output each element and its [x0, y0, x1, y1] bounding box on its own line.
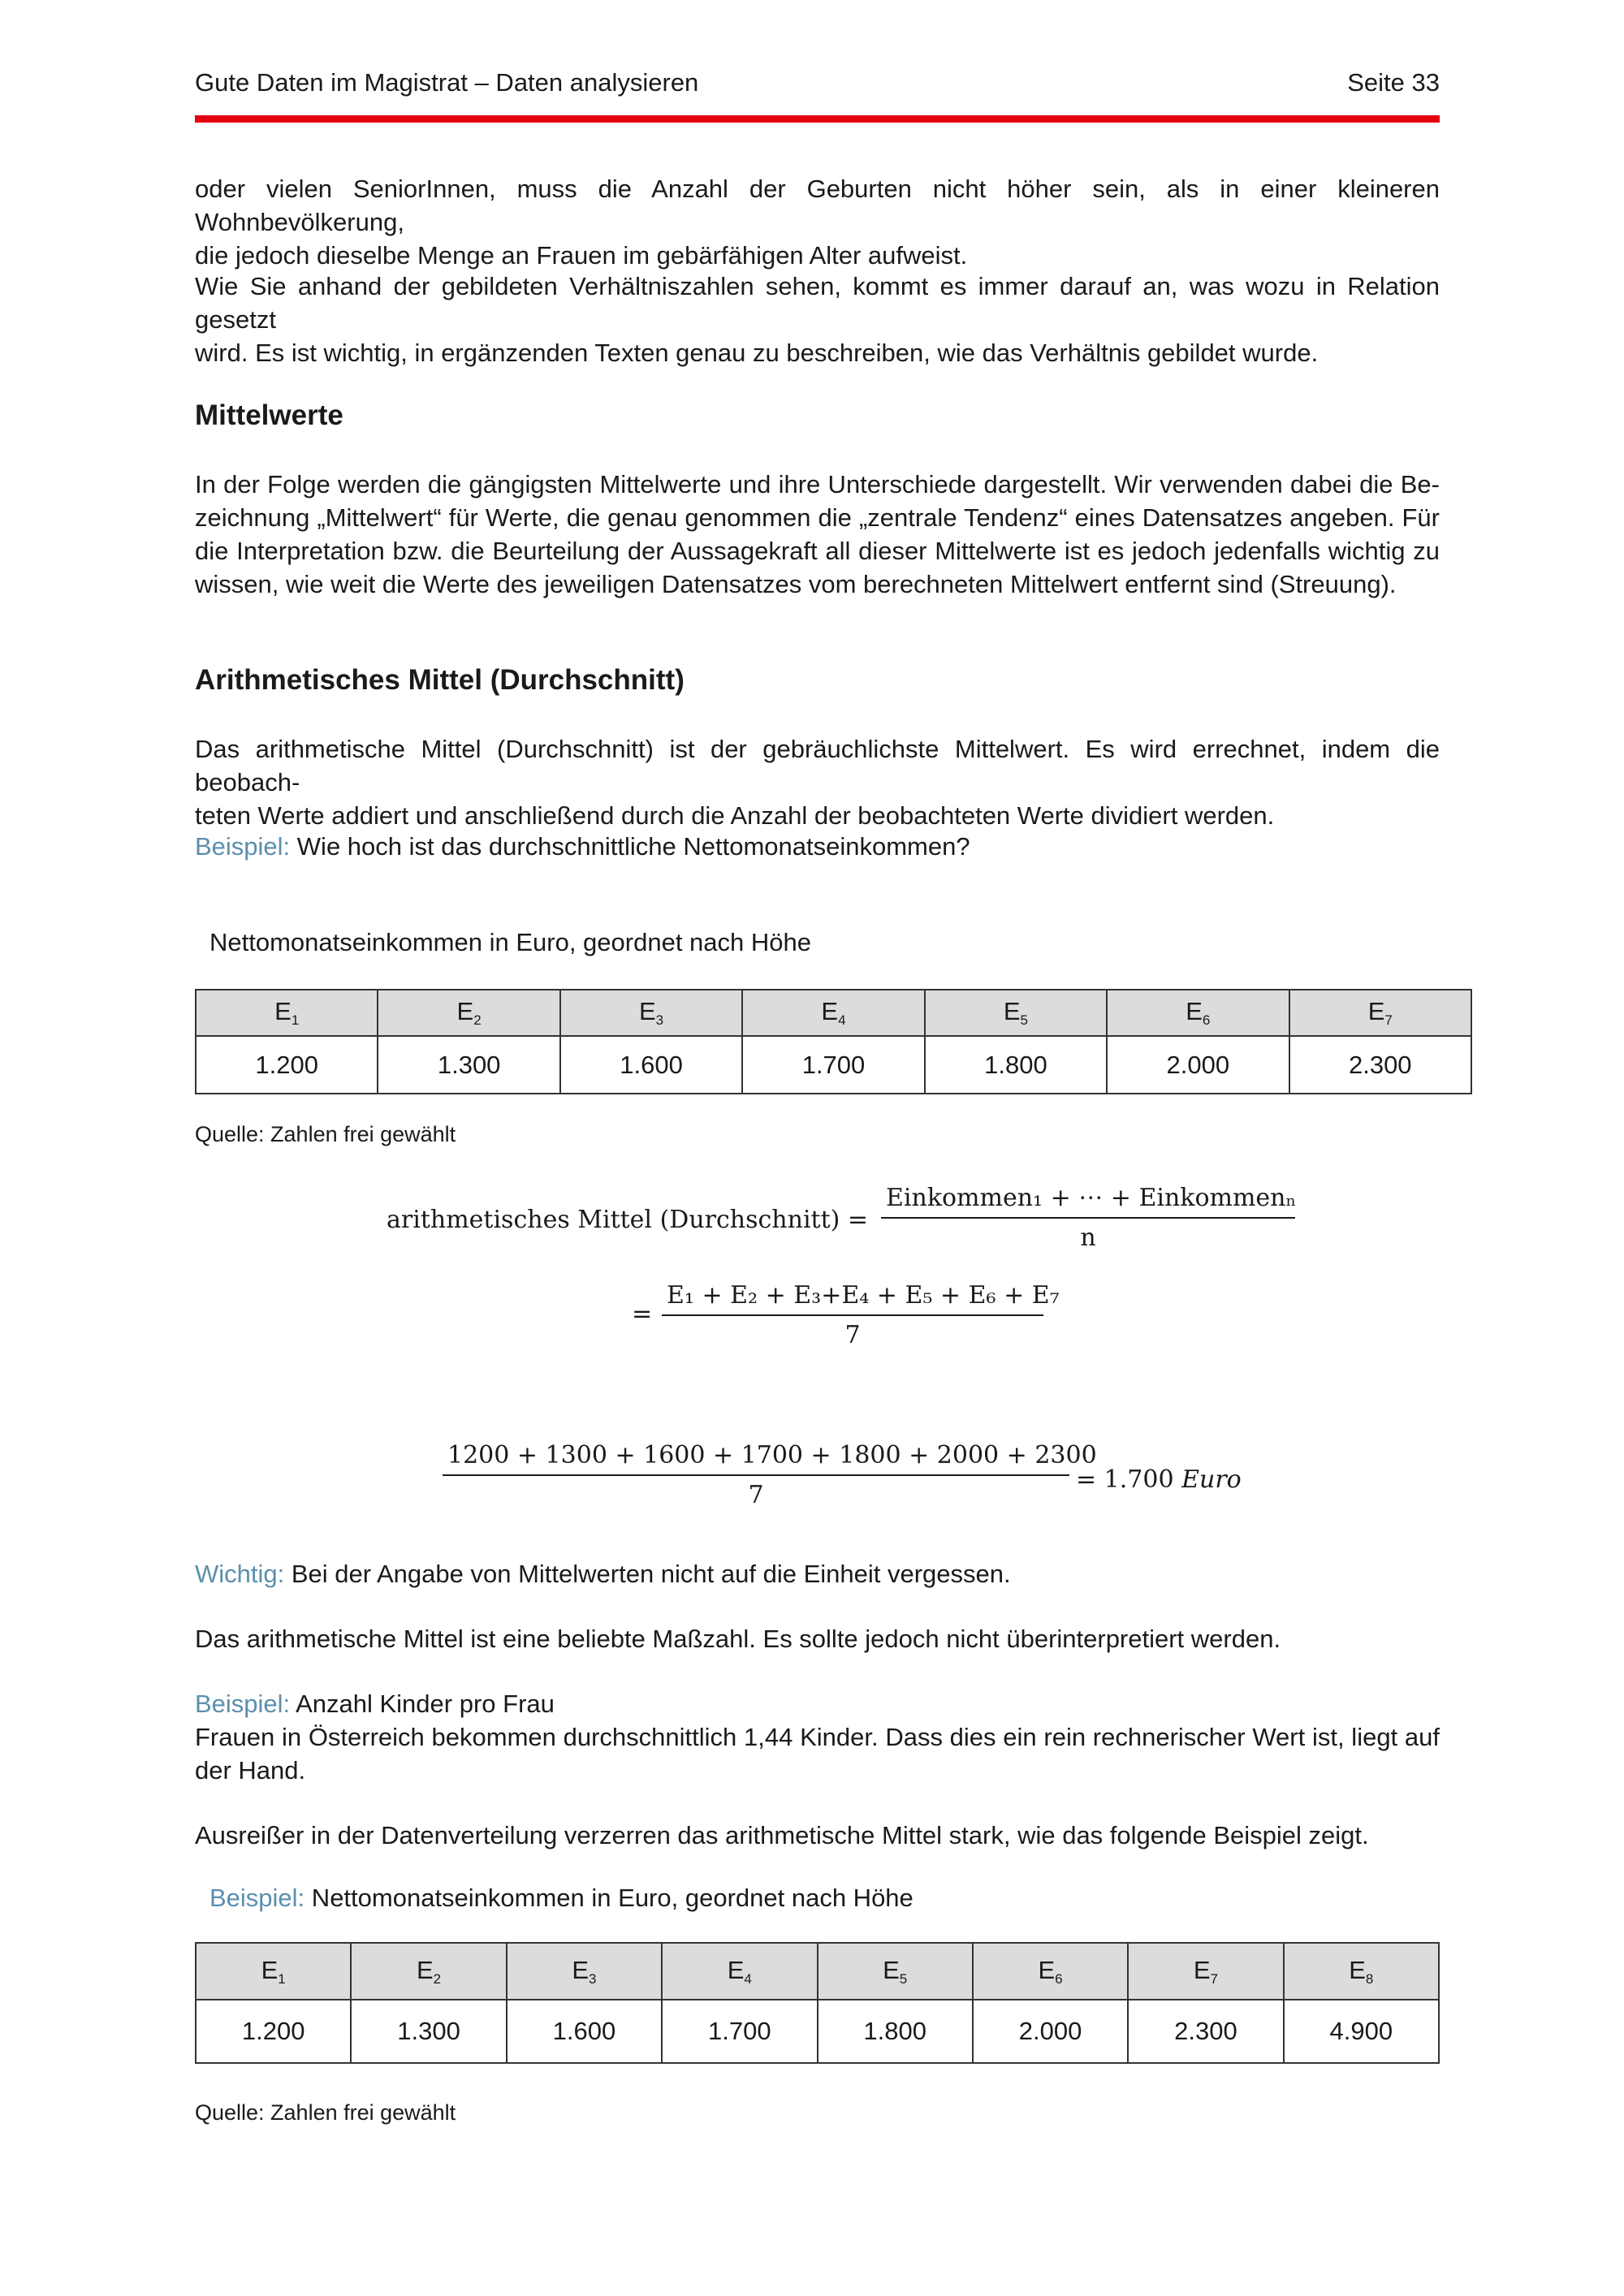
column-header — [560, 990, 742, 1036]
formula-fraction-2 — [662, 1281, 1060, 1349]
table-cell: 1.300 — [351, 2000, 506, 2063]
table2-source: Quelle: Zahlen frei gewählt — [195, 2100, 456, 2125]
fraction-denominator: n — [1080, 1224, 1096, 1252]
ausreisser-paragraph: Ausreißer in der Datenverteilung verzerren das arithmetische Mittel stark, wie das folgende Beispiel zeigt. — [195, 1821, 1369, 1849]
header-index: 3 — [655, 1012, 664, 1028]
fraction-denominator: 7 — [748, 1481, 764, 1509]
table-cell: 1.700 — [742, 1036, 924, 1094]
table1-source: Quelle: Zahlen frei gewählt — [195, 1122, 456, 1146]
example-label: Beispiel: — [195, 1690, 291, 1718]
header-letter: E — [821, 997, 839, 1025]
example-text: Anzahl Kinder pro Frau — [290, 1690, 555, 1718]
column-header — [507, 1943, 662, 2000]
header-index: 2 — [433, 1970, 442, 1987]
example-label: Beispiel: — [195, 832, 291, 861]
header-letter: E — [883, 1955, 900, 1984]
column-header — [1107, 990, 1289, 1036]
fraction-numerator: Einkommen₁ + ⋯ + Einkommenₙ — [886, 1184, 1297, 1212]
header-index: 5 — [899, 1970, 908, 1987]
text-line: die Interpretation bzw. die Beurteilung der Aussagekraft all dieser Mittelwerte ist es jedoch jedenfalls wichtig zu — [195, 537, 1440, 565]
page-number: Seite 33 — [1347, 68, 1440, 97]
table-cell: 1.200 — [196, 2000, 351, 2063]
column-header — [378, 990, 559, 1036]
header-letter: E — [261, 1955, 279, 1984]
header-index: 8 — [1365, 1970, 1374, 1987]
column-header — [925, 990, 1107, 1036]
header-rule — [195, 115, 1440, 123]
column-header — [742, 990, 924, 1036]
section-heading-arithmetisches-mittel: Arithmetisches Mittel (Durchschnitt) — [195, 664, 685, 696]
header-letter: E — [572, 1955, 590, 1984]
header-letter: E — [1349, 1955, 1366, 1984]
column-header — [1289, 990, 1471, 1036]
text-line: In der Folge werden die gängigsten Mittelwerte und ihre Unterschiede dargestellt. Wir verwenden dabei die Be- — [195, 470, 1440, 498]
table-cell: 1.800 — [818, 2000, 973, 2063]
column-header — [662, 1943, 817, 2000]
formula-equals: = — [632, 1300, 653, 1328]
header-letter: E — [456, 997, 474, 1025]
table-cell: 2.000 — [1107, 1036, 1289, 1094]
table1-caption: Nettomonatseinkommen in Euro, geordnet nach Höhe — [209, 928, 811, 956]
income-table-1 — [195, 989, 1472, 1094]
header-index: 1 — [278, 1970, 286, 1987]
text-line: Wie Sie anhand der gebildeten Verhältniszahlen sehen, kommt es immer darauf an, was wozu in Relation gesetzt — [195, 272, 1440, 334]
header-index: 3 — [589, 1970, 597, 1987]
header-letter: E — [1186, 997, 1203, 1025]
column-header — [1128, 1943, 1283, 2000]
header-letter: E — [416, 1955, 434, 1984]
table-row — [196, 2000, 1439, 2063]
result-unit: Euro — [1181, 1465, 1242, 1494]
text-line: der Hand. — [195, 1756, 306, 1785]
beliebt-paragraph: Das arithmetische Mittel ist eine beliebte Maßzahl. Es sollte jedoch nicht überinterpretiert werden. — [195, 1625, 1281, 1653]
arith-paragraph — [195, 732, 1440, 832]
column-header — [1284, 1943, 1439, 2000]
table-cell: 4.900 — [1284, 2000, 1439, 2063]
result-value: = 1.700 — [1076, 1465, 1174, 1494]
table-header-row — [196, 1943, 1439, 2000]
column-header — [196, 990, 378, 1036]
text-line — [195, 1687, 1440, 1720]
table-cell: 2.300 — [1128, 2000, 1283, 2063]
header-letter: E — [1193, 1955, 1211, 1984]
text-line: zeichnung „Mittelwert“ für Werte, die genau genommen die „zentrale Tendenz“ eines Datensatzes angeben. Für — [195, 503, 1440, 532]
text-line: Das arithmetische Mittel (Durchschnitt) ist der gebräuchlichste Mittelwert. Es wird errechnet, indem die beobach- — [195, 735, 1440, 796]
formula-result — [1076, 1465, 1242, 1494]
header-title: Gute Daten im Magistrat – Daten analysieren — [195, 68, 699, 97]
wichtig-note — [195, 1557, 1440, 1590]
table-cell: 2.000 — [973, 2000, 1128, 2063]
intro-paragraph-2 — [195, 270, 1440, 369]
mittelwerte-paragraph — [195, 468, 1440, 601]
column-header — [973, 1943, 1128, 2000]
section-heading-mittelwerte: Mittelwerte — [195, 399, 343, 431]
table-cell: 1.600 — [560, 1036, 742, 1094]
formula-fraction-1 — [881, 1184, 1295, 1252]
table-cell: 1.600 — [507, 2000, 662, 2063]
header-index: 6 — [1055, 1970, 1063, 1987]
example-text: Nettomonatseinkommen in Euro, geordnet nach Höhe — [304, 1884, 914, 1912]
text-line: wird. Es ist wichtig, in ergänzenden Texten genau zu beschreiben, wie das Verhältnis gebildet wurde. — [195, 339, 1319, 367]
header-index: 5 — [1020, 1012, 1028, 1028]
header-letter: E — [727, 1955, 745, 1984]
wichtig-text: Bei der Angabe von Mittelwerten nicht auf die Einheit vergessen. — [284, 1560, 1011, 1588]
example-2 — [195, 1687, 1440, 1787]
fraction-numerator: 1200 + 1300 + 1600 + 1700 + 1800 + 2000 + 2300 — [447, 1441, 1097, 1470]
header-index: 7 — [1210, 1970, 1219, 1987]
header-letter: E — [1003, 997, 1021, 1025]
table-cell: 1.700 — [662, 2000, 817, 2063]
income-table-2 — [195, 1942, 1440, 2064]
fraction-denominator: 7 — [844, 1321, 861, 1349]
example-text: Wie hoch ist das durchschnittliche Nettomonatseinkommen? — [290, 832, 970, 861]
header-index: 1 — [291, 1012, 300, 1028]
table-row — [196, 1036, 1471, 1094]
table-cell: 1.200 — [196, 1036, 378, 1094]
header-index: 4 — [744, 1970, 752, 1987]
column-header — [818, 1943, 973, 2000]
example-label: Beispiel: — [209, 1884, 305, 1912]
table-cell: 1.800 — [925, 1036, 1107, 1094]
wichtig-label: Wichtig: — [195, 1560, 285, 1588]
header-letter: E — [638, 997, 656, 1025]
header-index: 7 — [1384, 1012, 1393, 1028]
text-line: Frauen in Österreich bekommen durchschnittlich 1,44 Kinder. Dass dies ein rein rechnerischer Wert ist, liegt auf — [195, 1723, 1440, 1751]
header-index: 2 — [473, 1012, 482, 1028]
table-header-row — [196, 990, 1471, 1036]
formula-fraction-3 — [443, 1441, 1097, 1509]
header-letter: E — [274, 997, 292, 1025]
header-index: 6 — [1202, 1012, 1211, 1028]
example-1 — [195, 830, 1440, 863]
text-line: die jedoch dieselbe Menge an Frauen im gebärfähigen Alter aufweist. — [195, 241, 968, 270]
intro-paragraph-1 — [195, 172, 1440, 272]
table-cell: 2.300 — [1289, 1036, 1471, 1094]
text-line: oder vielen SeniorInnen, muss die Anzahl der Geburten nicht höher sein, als in einer kleineren Wohnbevölkerung, — [195, 175, 1440, 236]
column-header — [351, 1943, 506, 2000]
column-header — [196, 1943, 351, 2000]
header-index: 4 — [838, 1012, 846, 1028]
table2-caption — [209, 1884, 914, 1913]
fraction-numerator: E₁ + E₂ + E₃+E₄ + E₅ + E₆ + E₇ — [667, 1281, 1060, 1310]
text-line: teten Werte addiert und anschließend durch die Anzahl der beobachteten Werte dividiert werden. — [195, 801, 1275, 830]
header-letter: E — [1367, 997, 1385, 1025]
header-letter: E — [1038, 1955, 1056, 1984]
formula-lhs: arithmetisches Mittel (Durchschnitt) = — [387, 1206, 869, 1234]
table-cell: 1.300 — [378, 1036, 559, 1094]
text-line: wissen, wie weit die Werte des jeweiligen Datensatzes vom berechneten Mittelwert entfernt sind (Streuung). — [195, 570, 1397, 598]
